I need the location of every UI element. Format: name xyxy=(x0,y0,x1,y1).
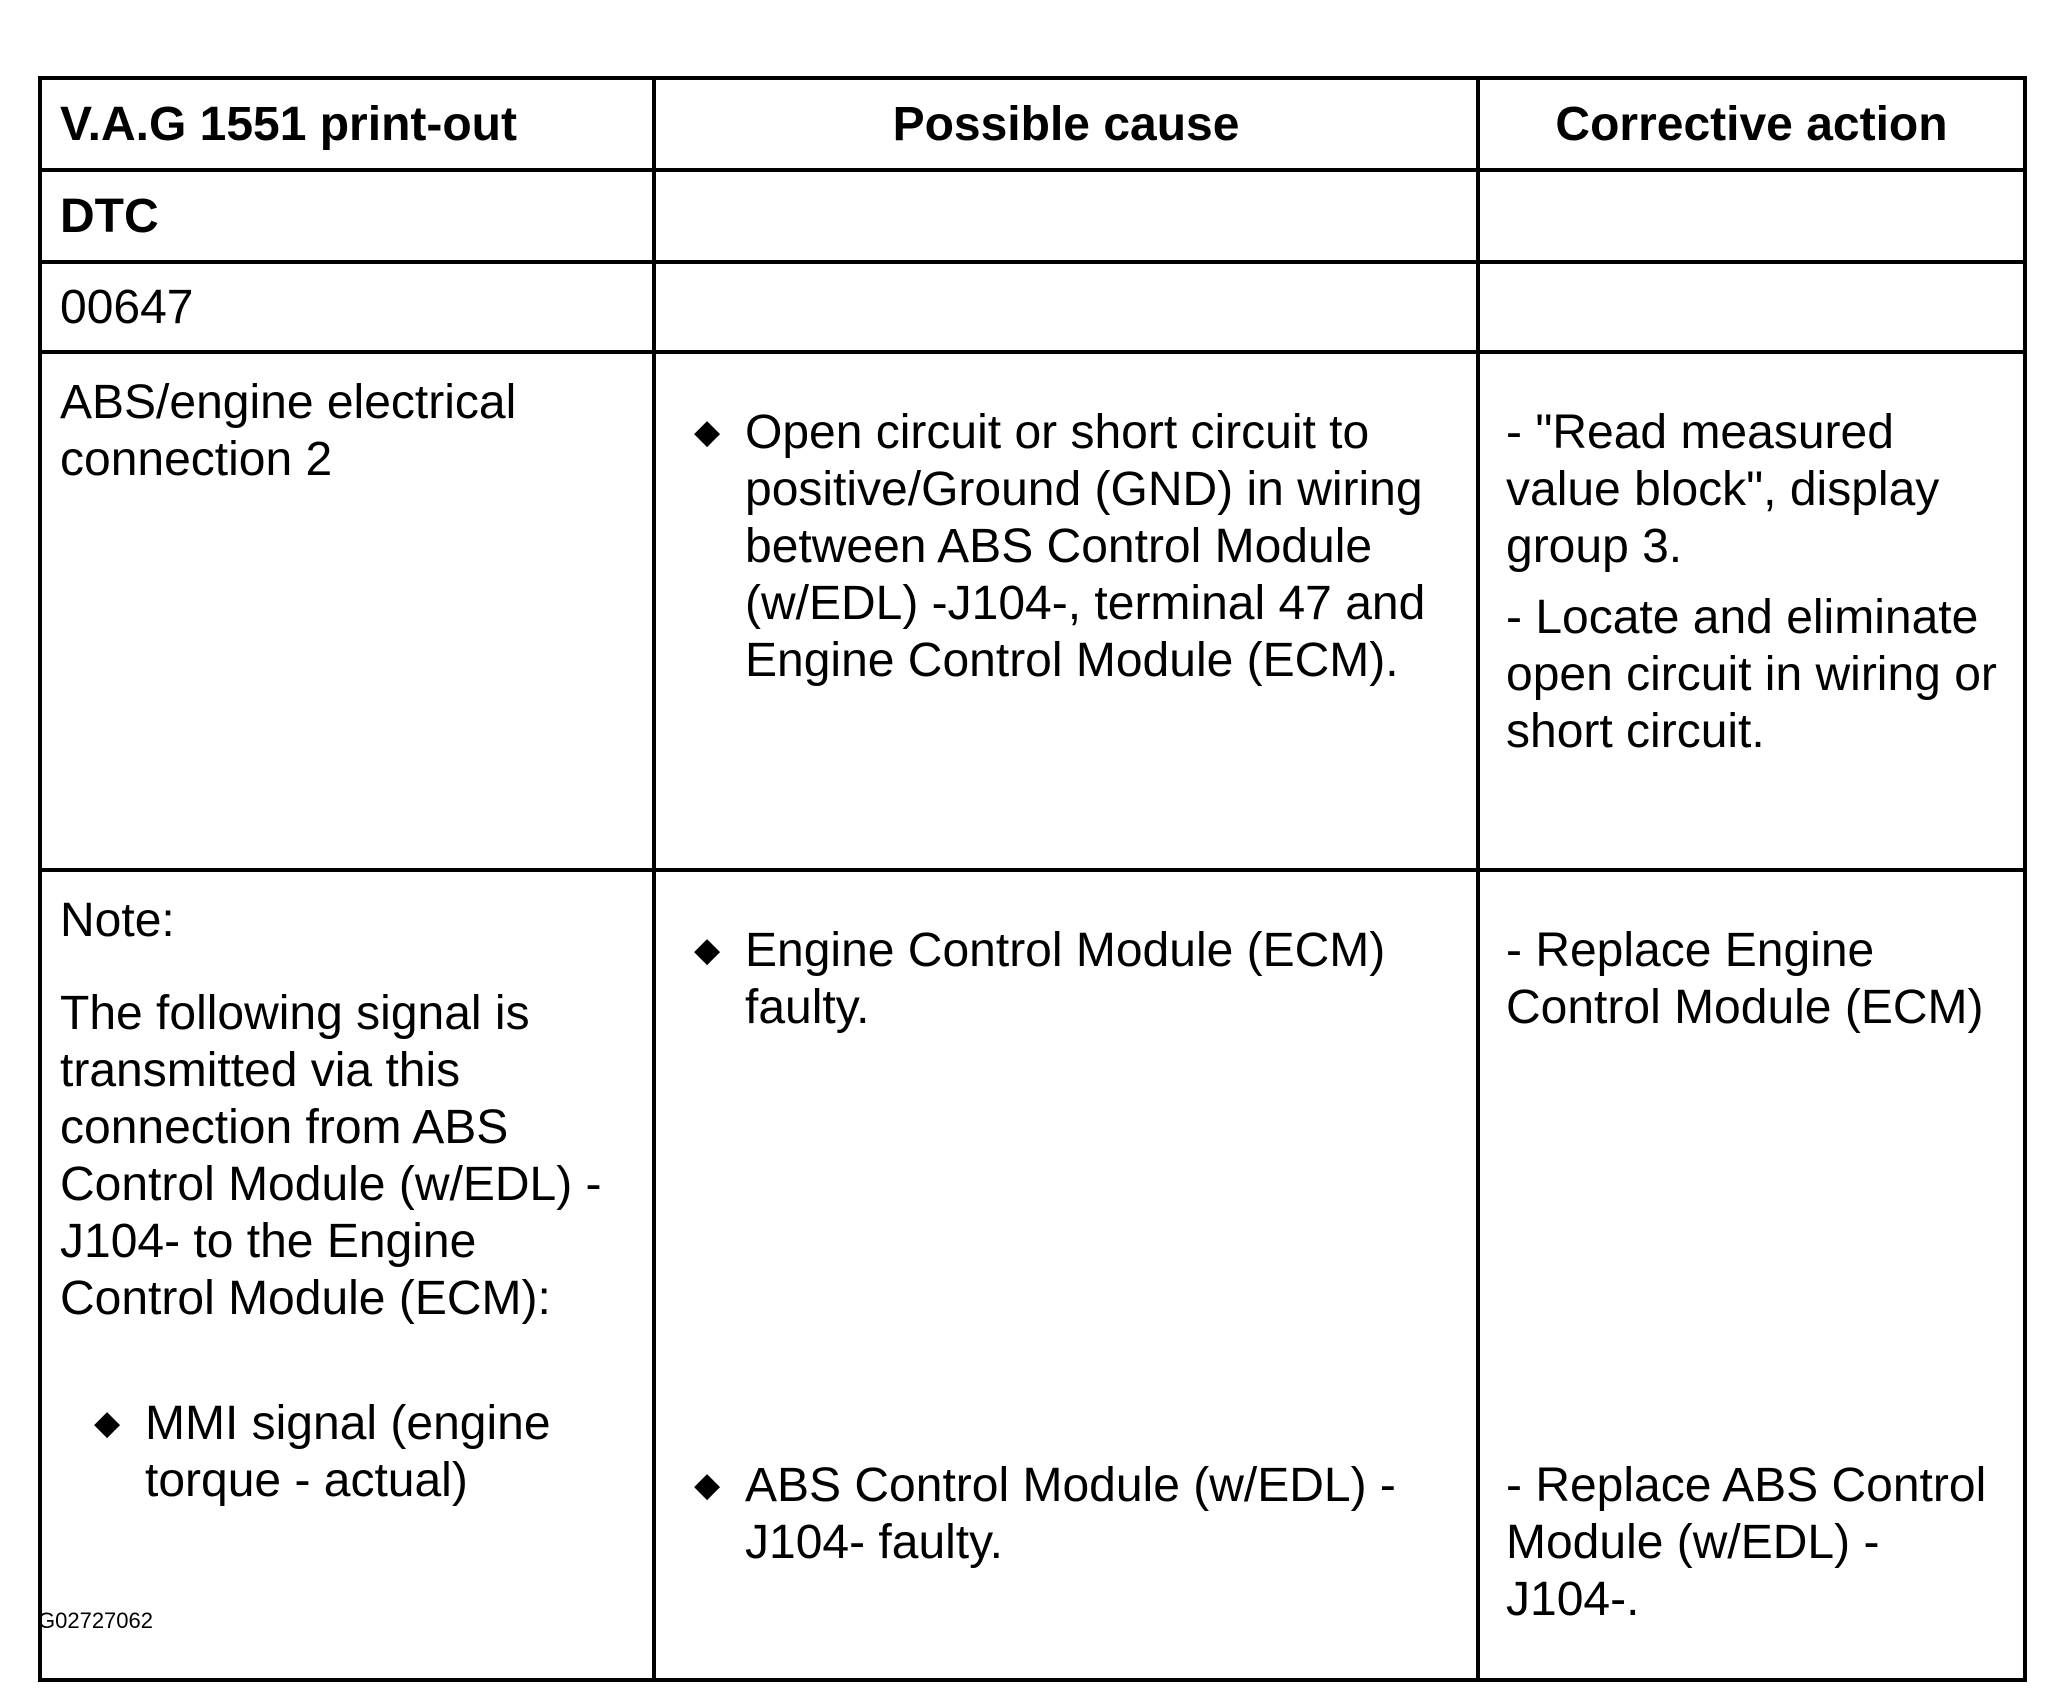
note-cause-2: ABS Control Module (w/EDL) -J104- faulty. xyxy=(745,1459,1396,1569)
connection-action-2: - Locate and eliminate open circuit in wiring or short circuit. xyxy=(1506,591,1997,758)
note-action-2: - Replace ABS Control Module (w/EDL) -J104-. xyxy=(1506,1459,1987,1626)
connection-cause-text: Open circuit or short circuit to positive/Ground (GND) in wiring between ABS Control Module (w/EDL) -J104-, terminal 47 and Engine Control Module (ECM). xyxy=(745,406,1426,687)
diamond-bullet-icon: ◆ xyxy=(694,413,721,451)
note-cell xyxy=(40,870,654,1680)
header-row xyxy=(40,78,2025,170)
connection-action-cell xyxy=(1478,352,2025,870)
header-corrective-action: Corrective action xyxy=(1478,78,2025,170)
note-action-cell xyxy=(1478,870,2025,1680)
diamond-bullet-icon: ◆ xyxy=(694,1466,721,1504)
note-row xyxy=(40,870,2025,1680)
empty-cell xyxy=(654,170,1478,262)
dtc-label-row xyxy=(40,170,2025,262)
diamond-bullet-icon: ◆ xyxy=(94,1404,121,1442)
list-item xyxy=(690,922,1458,1036)
connection-cause-cell xyxy=(654,352,1478,870)
note-cause-cell xyxy=(654,870,1478,1680)
note-action-1: - Replace Engine Control Module (ECM) xyxy=(1506,924,1984,1034)
note-text: The following signal is transmitted via this connection from ABS Control Module (w/EDL) -J104- to the Engine Control Module (ECM): xyxy=(60,987,602,1325)
note-label: Note: xyxy=(60,894,175,947)
dtc-label: DTC xyxy=(40,170,654,262)
connection-title: ABS/engine electrical connection 2 xyxy=(40,352,654,870)
diamond-bullet-icon: ◆ xyxy=(694,931,721,969)
list-item xyxy=(690,404,1458,689)
empty-cell xyxy=(1478,170,2025,262)
note-bullet-text: MMI signal (engine torque - actual) xyxy=(145,1397,551,1507)
dtc-code-row xyxy=(40,262,2025,352)
dtc-code: 00647 xyxy=(40,262,654,352)
list-item xyxy=(90,1395,634,1509)
connection-row xyxy=(40,352,2025,870)
header-possible-cause: Possible cause xyxy=(654,78,1478,170)
list-item xyxy=(690,1457,1458,1571)
connection-action-1: - "Read measured value block", display group 3. xyxy=(1506,406,1940,573)
empty-cell xyxy=(654,262,1478,352)
figure-id: G02727062 xyxy=(38,1608,153,1633)
header-printout: V.A.G 1551 print-out xyxy=(40,78,654,170)
empty-cell xyxy=(1478,262,2025,352)
dtc-table xyxy=(38,76,2027,1682)
note-cause-1: Engine Control Module (ECM) faulty. xyxy=(745,924,1386,1034)
